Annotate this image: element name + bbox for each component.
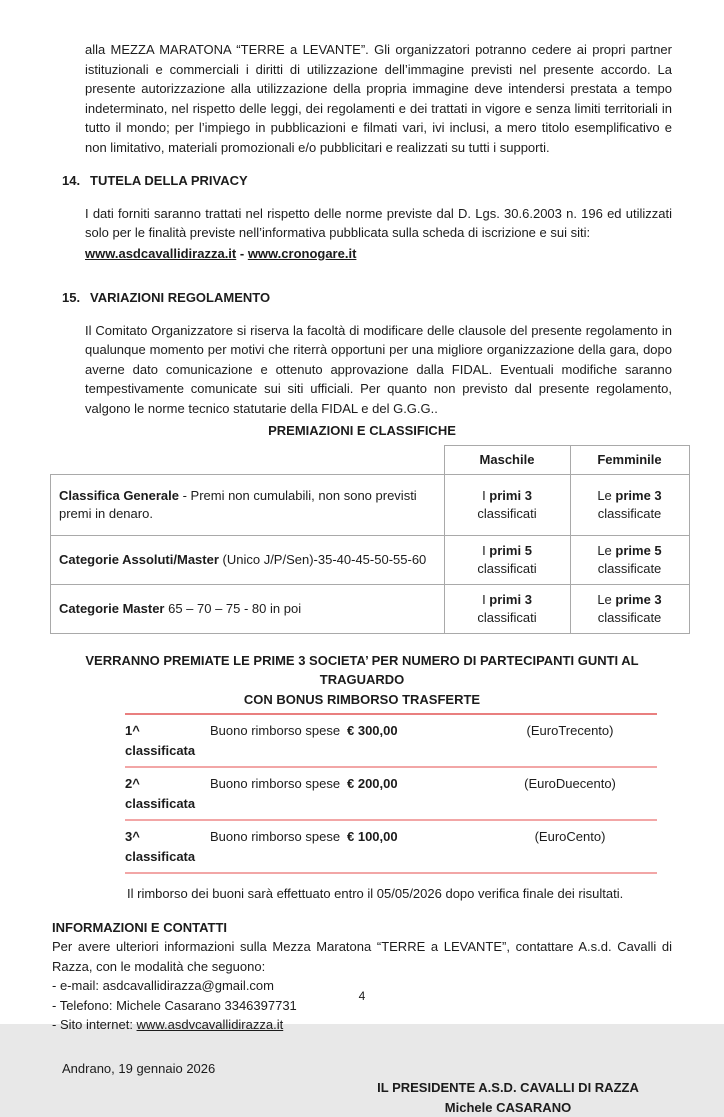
table-row (51, 474, 690, 535)
bonus-heading-line1: VERRANNO PREMIATE LE PRIME 3 SOCIETA’ PER NUMERO DI PARTECIPANTI GUNTI AL TRAGUARDO (52, 651, 672, 690)
row-femminile-cell (570, 535, 689, 584)
bonus-heading (52, 651, 672, 710)
cell-bold: prime 5 (615, 543, 661, 558)
section-title: TUTELA DELLA PRIVACY (90, 171, 248, 191)
bonus-desc: Buono rimborso spese (210, 827, 347, 847)
contact-label: - Sito internet: (52, 1017, 137, 1032)
bonus-row (125, 715, 657, 768)
cell-prefix: I (482, 543, 489, 558)
cell-line2: classificati (451, 505, 564, 523)
place-date: Andrano, 19 gennaio 2026 (62, 1059, 672, 1079)
contacts-title: INFORMAZIONI E CONTATTI (52, 918, 672, 938)
bonus-rank: 3^ classificata (125, 827, 210, 866)
header-empty-cell (51, 445, 445, 474)
row-maschile-cell (444, 474, 570, 535)
prize-table-title: PREMIAZIONI E CLASSIFICHE (52, 421, 672, 441)
cell-prefix: Le (597, 543, 615, 558)
cell-line2: classificate (577, 560, 683, 578)
contact-phone-value: Michele Casarano 3346397731 (116, 998, 297, 1013)
header-femminile: Femminile (570, 445, 689, 474)
cell-line2: classificati (451, 609, 564, 627)
contact-email-value: asdcavallidirazza@gmail.com (103, 978, 274, 993)
bonus-amount: € 100,00 (347, 827, 483, 847)
bonus-amount: € 300,00 (347, 721, 483, 741)
contact-website-link[interactable]: www.asdvcavallidirazza.it (137, 1017, 284, 1032)
table-row (51, 584, 690, 633)
privacy-links-line (85, 244, 672, 264)
cell-line2: classificati (451, 560, 564, 578)
row-label-rest: - Premi non cumulabili, non sono previsti premi in denaro. (59, 488, 417, 521)
section-number: 15. (62, 288, 90, 308)
row-label (51, 474, 445, 535)
contact-label: - Telefono: (52, 998, 116, 1013)
intro-paragraph: alla MEZZA MARATONA “TERRE a LEVANTE”. Gli organizzatori potranno cedere ai propri partner istituzionali e commerciali i diritti di utilizzazione dell’immagine previsti nel presente accordo. La presente autorizzazione alla utilizzazione della propria immagine deve intendersi prestata a tempo indeterminato, nel rispetto delle leggi, dei regolamenti e dei trattati in vigore e senza limiti territoriali in tutto il mondo; per l’impiego in pubblicazioni e filmati vari, ivi inclusi, a mero titolo esemplificativo e non limitativo, materiali promozionali e/o pubblicitari e realizzati su tutti i supporti. (85, 40, 672, 157)
table-row (51, 535, 690, 584)
president-name: Michele CASARANO (338, 1098, 678, 1117)
signature-block (338, 1078, 678, 1117)
section-title: VARIAZIONI REGOLAMENTO (90, 288, 270, 308)
table-header-row (51, 445, 690, 474)
row-label-bold: Categorie Master (59, 601, 164, 616)
row-label (51, 535, 445, 584)
section-15-heading (62, 288, 672, 308)
contact-item-website (52, 1015, 672, 1035)
contacts-intro: Per avere ulteriori informazioni sulla Mezza Maratona “TERRE a LEVANTE”, contattare A.s.d. Cavalli di Razza, con le modalità che seguono: (52, 937, 672, 976)
row-label-bold: Categorie Assoluti/Master (59, 552, 219, 567)
cell-bold: primi 3 (489, 592, 532, 607)
cell-prefix: Le (597, 592, 615, 607)
cell-prefix: Le (597, 488, 615, 503)
page-number: 4 (0, 987, 724, 1007)
refund-note: Il rimborso dei buoni sarà effettuato entro il 05/05/2026 dopo verifica finale dei risultati. (127, 884, 672, 904)
cell-prefix: I (482, 592, 489, 607)
row-femminile-cell (570, 474, 689, 535)
cell-bold: prime 3 (615, 592, 661, 607)
privacy-paragraph: I dati forniti saranno trattati nel rispetto delle norme previste dal D. Lgs. 30.6.2003 n. 196 ed utilizzati solo per le finalità previste nell’informativa pubblicata sulla scheda di iscrizione e sui siti: (85, 204, 672, 243)
bonus-amount-words: (EuroDuecento) (483, 774, 657, 794)
variazioni-paragraph: Il Comitato Organizzatore si riserva la facoltà di modificare delle clausole del presente regolamento in qualunque momento per motivi che riterrà opportuni per una migliore organizzazione della gara, dopo averne dato comunicazione e ottenuto approvazione dalla FIDAL. Eventuali modifiche saranno tempestivamente comunicate sui siti ufficiali. Per quanto non previsto dal presente regolamento, valgono le norme tecnico statutarie della FIDAL e del G.G.G.. (85, 321, 672, 419)
bonus-row (125, 821, 657, 874)
bonus-rank: 1^ classificata (125, 721, 210, 760)
bonus-amount-words: (EuroCento) (483, 827, 657, 847)
classification-table (50, 445, 690, 634)
link-cronogare[interactable]: www.cronogare.it (248, 246, 357, 261)
bonus-row (125, 768, 657, 821)
bonus-amount-words: (EuroTrecento) (483, 721, 657, 741)
cell-bold: primi 3 (489, 488, 532, 503)
section-14-heading (62, 171, 672, 191)
contact-label: - e-mail: (52, 978, 103, 993)
cell-bold: prime 3 (615, 488, 661, 503)
row-label-rest: (Unico J/P/Sen)-35-40-45-50-55-60 (219, 552, 426, 567)
row-maschile-cell (444, 584, 570, 633)
bonus-amount: € 200,00 (347, 774, 483, 794)
row-maschile-cell (444, 535, 570, 584)
cell-line2: classificate (577, 505, 683, 523)
row-label-rest: 65 – 70 – 75 - 80 in poi (164, 601, 301, 616)
row-label (51, 584, 445, 633)
link-asdcavallidirazza[interactable]: www.asdcavallidirazza.it (85, 246, 236, 261)
bonus-rank: 2^ classificata (125, 774, 210, 813)
bonus-desc: Buono rimborso spese (210, 721, 347, 741)
row-femminile-cell (570, 584, 689, 633)
header-maschile: Maschile (444, 445, 570, 474)
bonus-heading-line2: CON BONUS RIMBORSO TRASFERTE (52, 690, 672, 710)
row-label-bold: Classifica Generale (59, 488, 179, 503)
cell-bold: primi 5 (489, 543, 532, 558)
president-title: IL PRESIDENTE A.S.D. CAVALLI DI RAZZA (338, 1078, 678, 1098)
section-number: 14. (62, 171, 90, 191)
bonus-desc: Buono rimborso spese (210, 774, 347, 794)
cell-prefix: I (482, 488, 489, 503)
link-separator: - (236, 246, 248, 261)
bonus-table (125, 713, 657, 874)
cell-line2: classificate (577, 609, 683, 627)
